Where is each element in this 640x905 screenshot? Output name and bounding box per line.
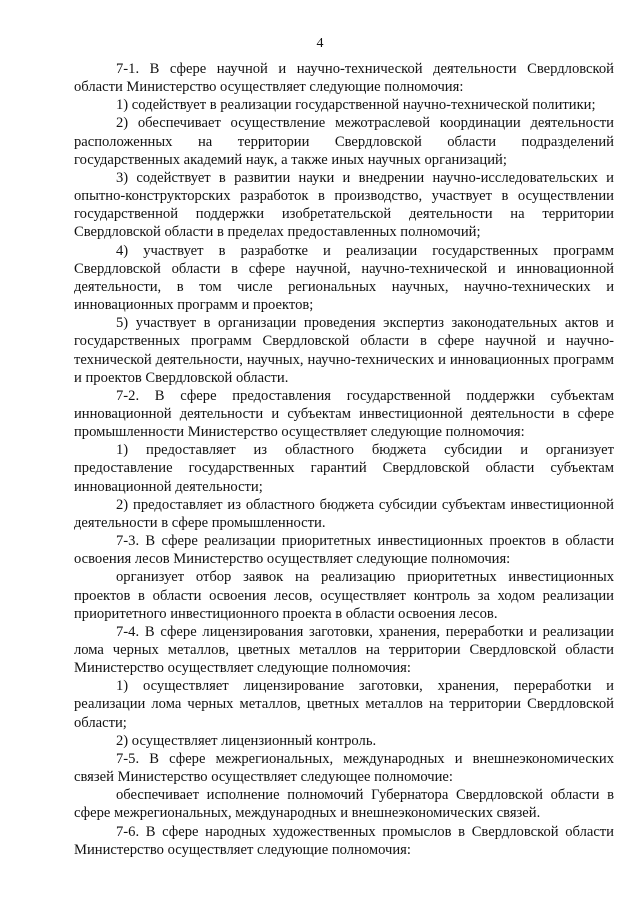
section-7-2-heading: 7-2. В сфере предоставления государственной поддержки субъектам инновационной деятельности и субъектам инвестиционной деятельности в сфере промышленности Министерство осуществляет следующие полномочия: [74,387,614,441]
list-item-7-2-1: 1) предоставляет из областного бюджета субсидии и организует предоставление государственных гарантий Свердловской области субъектам инновационной деятельности; [74,442,614,495]
section-7-5-item: обеспечивает исполнение полномочий Губернатора Свердловской области в сфере межрегиональных, международных и внешнеэкономических связей. [74,787,614,822]
section-7-1-heading: 7-1. В сфере научной и научно-технической деятельности Свердловской области Министерство осуществляет следующие полномочия: [74,61,614,96]
section-7-3-heading: 7-3. В сфере реализации приоритетных инвестиционных проектов в области освоения лесов Министерство осуществляет следующие полномочия: [74,533,614,568]
page-number: 4 [316,36,324,51]
list-item-7-1-1: 1) содействует в реализации государственной научно-технической политики; [116,97,596,114]
list-item-7-4-2: 2) осуществляет лицензионный контроль. [116,732,377,749]
list-item-7-1-3: 3) содействует в развитии науки и внедрении научно-исследовательских и опытно-конструкторских разработок в производство, участвует в осуществлении государственной поддержки изобретательской деятельности на территории Свердловской области в пределах предоставленных полномочий; [74,169,614,241]
section-7-4-heading: 7-4. В сфере лицензирования заготовки, хранения, переработки и реализации лома черных металлов, цветных металлов на территории Свердловской области Министерство осуществляет следующие полномочия: [74,623,614,677]
list-item-7-1-4: 4) участвует в разработке и реализации государственных программ Свердловской области в сфере научной, научно-технической и инновационной деятельности, в том числе региональных научных, научно-технических и инновационных программ и проектов; [74,242,614,314]
section-7-3-item: организует отбор заявок на реализацию приоритетных инвестиционных проектов в области освоения лесов, осуществляет контроль за ходом реализации приоритетного инвестиционного проекта в области освоения лесов. [74,569,614,622]
document-body [74,60,614,859]
section-7-6-heading: 7-6. В сфере народных художественных промыслов в Свердловской области Министерство осуществляет следующие полномочия: [74,823,614,858]
list-item-7-1-2: 2) обеспечивает осуществление межотраслевой координации деятельности расположенных на территории Свердловской области подразделений государственных академий наук, а также иных научных организаций; [74,115,614,168]
list-item-7-2-2: 2) предоставляет из областного бюджета субсидии субъектам инвестиционной деятельности в сфере промышленности. [74,496,614,531]
list-item-7-1-5: 5) участвует в организации проведения экспертиз законодательных актов и государственных программ Свердловской области в сфере научной и научно-технической деятельности, научных, научно-технических и инновационных программ и проектов Свердловской области. [74,315,614,386]
list-item-7-4-1: 1) осуществляет лицензирование заготовки, хранения, переработки и реализации лома черных металлов, цветных металлов на территории Свердловской области; [74,678,614,731]
section-7-5-heading: 7-5. В сфере межрегиональных, международных и внешнеэкономических связей Министерство осуществляет следующее полномочие: [74,750,614,786]
